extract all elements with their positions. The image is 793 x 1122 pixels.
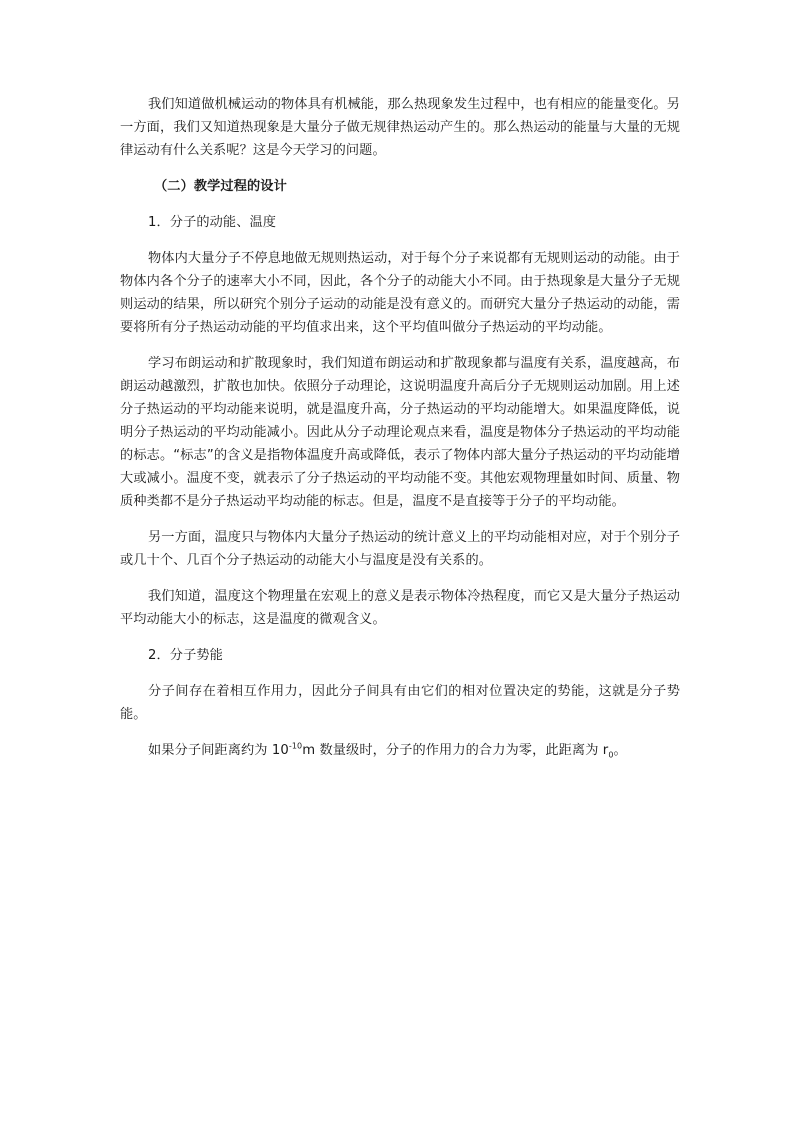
paragraph-statistics: 另一方面，温度只与物体内大量分子热运动的统计意义上的平均动能相对应，对于个别分子或几十个、几百个分子热运动的动能大小与温度是没有关系的。 xyxy=(120,530,680,568)
section-heading: （二）教学过程的设计 xyxy=(154,179,287,194)
paragraph-potential-energy: 分子间存在着相互作用力，因此分子间具有由它们的相对位置决定的势能，这就是分子势能。 xyxy=(120,684,680,722)
distance-text-a: 如果分子间距离约为 10 xyxy=(148,743,289,758)
paragraph-intro: 我们知道做机械运动的物体具有机械能，那么热现象发生过程中，也有相应的能量变化。另一方面，我们又知道热现象是大量分子做无规律热运动产生的。那么热运动的能量与大量的无规律运动有什么关系呢？这是今天学习的问题。 xyxy=(120,97,680,158)
paragraph-temperature-meaning: 我们知道，温度这个物理量在宏观上的意义是表示物体冷热程度，而它又是大量分子热运动平均动能大小的标志，这是温度的微观含义。 xyxy=(120,589,680,627)
distance-text-c: 。 xyxy=(613,743,627,758)
document-page xyxy=(120,93,680,762)
paragraph-temperature: 学习布朗运动和扩散现象时，我们知道布朗运动和扩散现象都与温度有关系，温度越高，布朗运动越激烈，扩散也加快。依照分子动理论，这说明温度升高后分子无规则运动加剧。用上述分子热运动的平均动能来说明，就是温度升高，分子热运动的平均动能增大。如果温度降低，说明分子热运动的平均动能减小。因此从分子动理论观点来看，温度是物体分子热运动的平均动能的标志。“标志”的含义是指物体温度升高或降低，表示了物体内部大量分子热运动的平均动能增大或减小。温度不变，就表示了分子热运动的平均动能不变。其他宏观物理量如时间、质量、物质种类都不是分子热运动平均动能的标志。但是，温度不是直接等于分子的平均动能。 xyxy=(120,356,680,509)
distance-text-b: m 数量级时，分子的作用力的合力为零，此距离为 r xyxy=(302,743,609,758)
subsection-heading-1: 1．分子的动能、温度 xyxy=(148,215,277,230)
paragraph-kinetic-energy: 物体内大量分子不停息地做无规则热运动，对于每个分子来说都有无规则运动的动能。由于物体内各个分子的速率大小不同，因此，各个分子的动能大小不同。由于热现象是大量分子无规则运动的结果，所以研究个别分子运动的动能是没有意义的。而研究大量分子热运动的动能，需要将所有分子热运动动能的平均值求出来，这个平均值叫做分子热运动的平均动能。 xyxy=(120,251,680,335)
exponent: -10 xyxy=(288,741,303,751)
subsection-heading-2: 2．分子势能 xyxy=(148,648,223,663)
paragraph-distance xyxy=(120,739,680,762)
subscript: 0 xyxy=(608,750,614,760)
